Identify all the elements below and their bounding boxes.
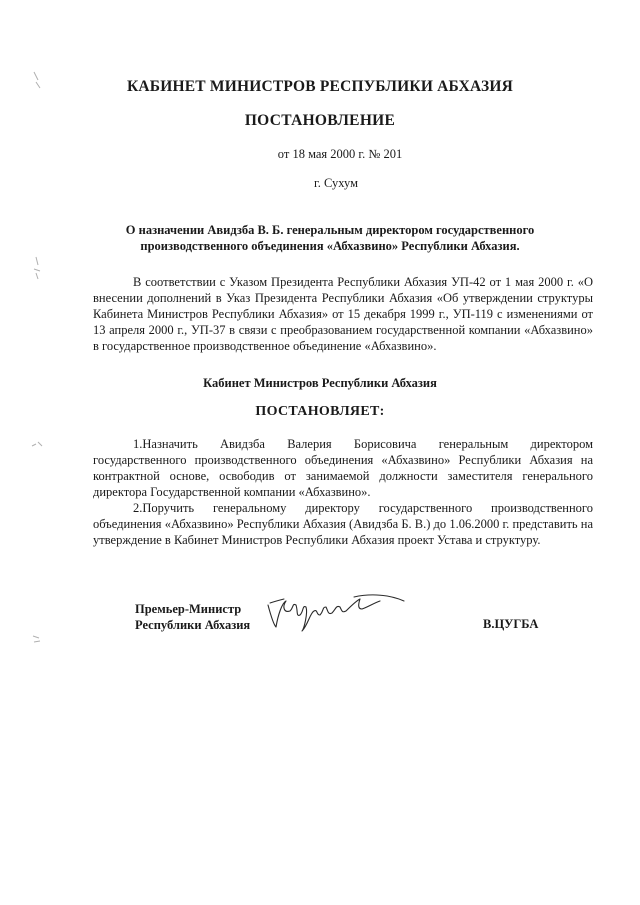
item-1-lead: 1.Назначить Авидзба Валерия Борисовича генеральным директором xyxy=(133,437,593,451)
item-1-rest: государственного производственного объединения «Абхазвино» Республики Абхазия на контрактной основе, освободив от занимаемой должности заместителя генерального директора Государственной компании «Абхазвино». xyxy=(93,453,593,499)
document-type: ПОСТАНОВЛЕНИЕ xyxy=(244,112,396,129)
document-city: г. Сухум xyxy=(313,176,358,190)
resolution-item-1 xyxy=(93,436,593,500)
scan-artifact-mark xyxy=(30,632,44,646)
issuing-body: Кабинет Министров Республики Абхазия xyxy=(203,376,437,390)
signatory-name: В.ЦУГБА xyxy=(483,617,539,631)
scan-artifact-mark xyxy=(30,438,46,452)
document-date: от 18 мая 2000 г. № 201 xyxy=(277,147,403,161)
organization-title: КАБИНЕТ МИНИСТРОВ РЕСПУБЛИКИ АБХАЗИЯ xyxy=(126,78,514,95)
intro-paragraph: В соответствии с Указом Президента Республики Абхазия УП-42 от 1 мая 2000 г. «О внесении дополнений в Указ Президента Республики Абхазия «Об утверждении структуры Кабинета Министров Республики Абхазия» от 15 декабря 1999 г., УП-119 с изменениями от 13 апреля 2000 г., УП-37 в связи с преобразованием государственной компании «Абхазвино» в государственное производственное объединение «Абхазвино». xyxy=(93,275,593,353)
document-subject xyxy=(100,222,560,254)
subject-line-2: производственного объединения «Абхазвино» Республики Абхазия. xyxy=(140,239,520,253)
signatory-title-line-1: Премьер-Министр xyxy=(135,602,242,616)
subject-line-1: О назначении Авидзба В. Б. генеральным директором государственного xyxy=(125,223,535,237)
scan-artifact-mark xyxy=(30,255,44,281)
scan-artifact-mark xyxy=(30,70,44,90)
signatory-title xyxy=(135,601,250,633)
signatory-title-line-2: Республики Абхазия xyxy=(135,618,251,632)
resolution-item-2: 2.Поручить генеральному директору государственного производственного объединения «Абхазвино» Республики Абхазия (Авидзба Б. В.) до 1.06.2000 г. представить на утверждение в Кабинет Министров Республики Абхазия проект Устава и структуру. xyxy=(93,501,593,547)
resolves-heading: ПОСТАНОВЛЯЕТ: xyxy=(255,404,385,419)
handwritten-signature xyxy=(262,585,412,635)
